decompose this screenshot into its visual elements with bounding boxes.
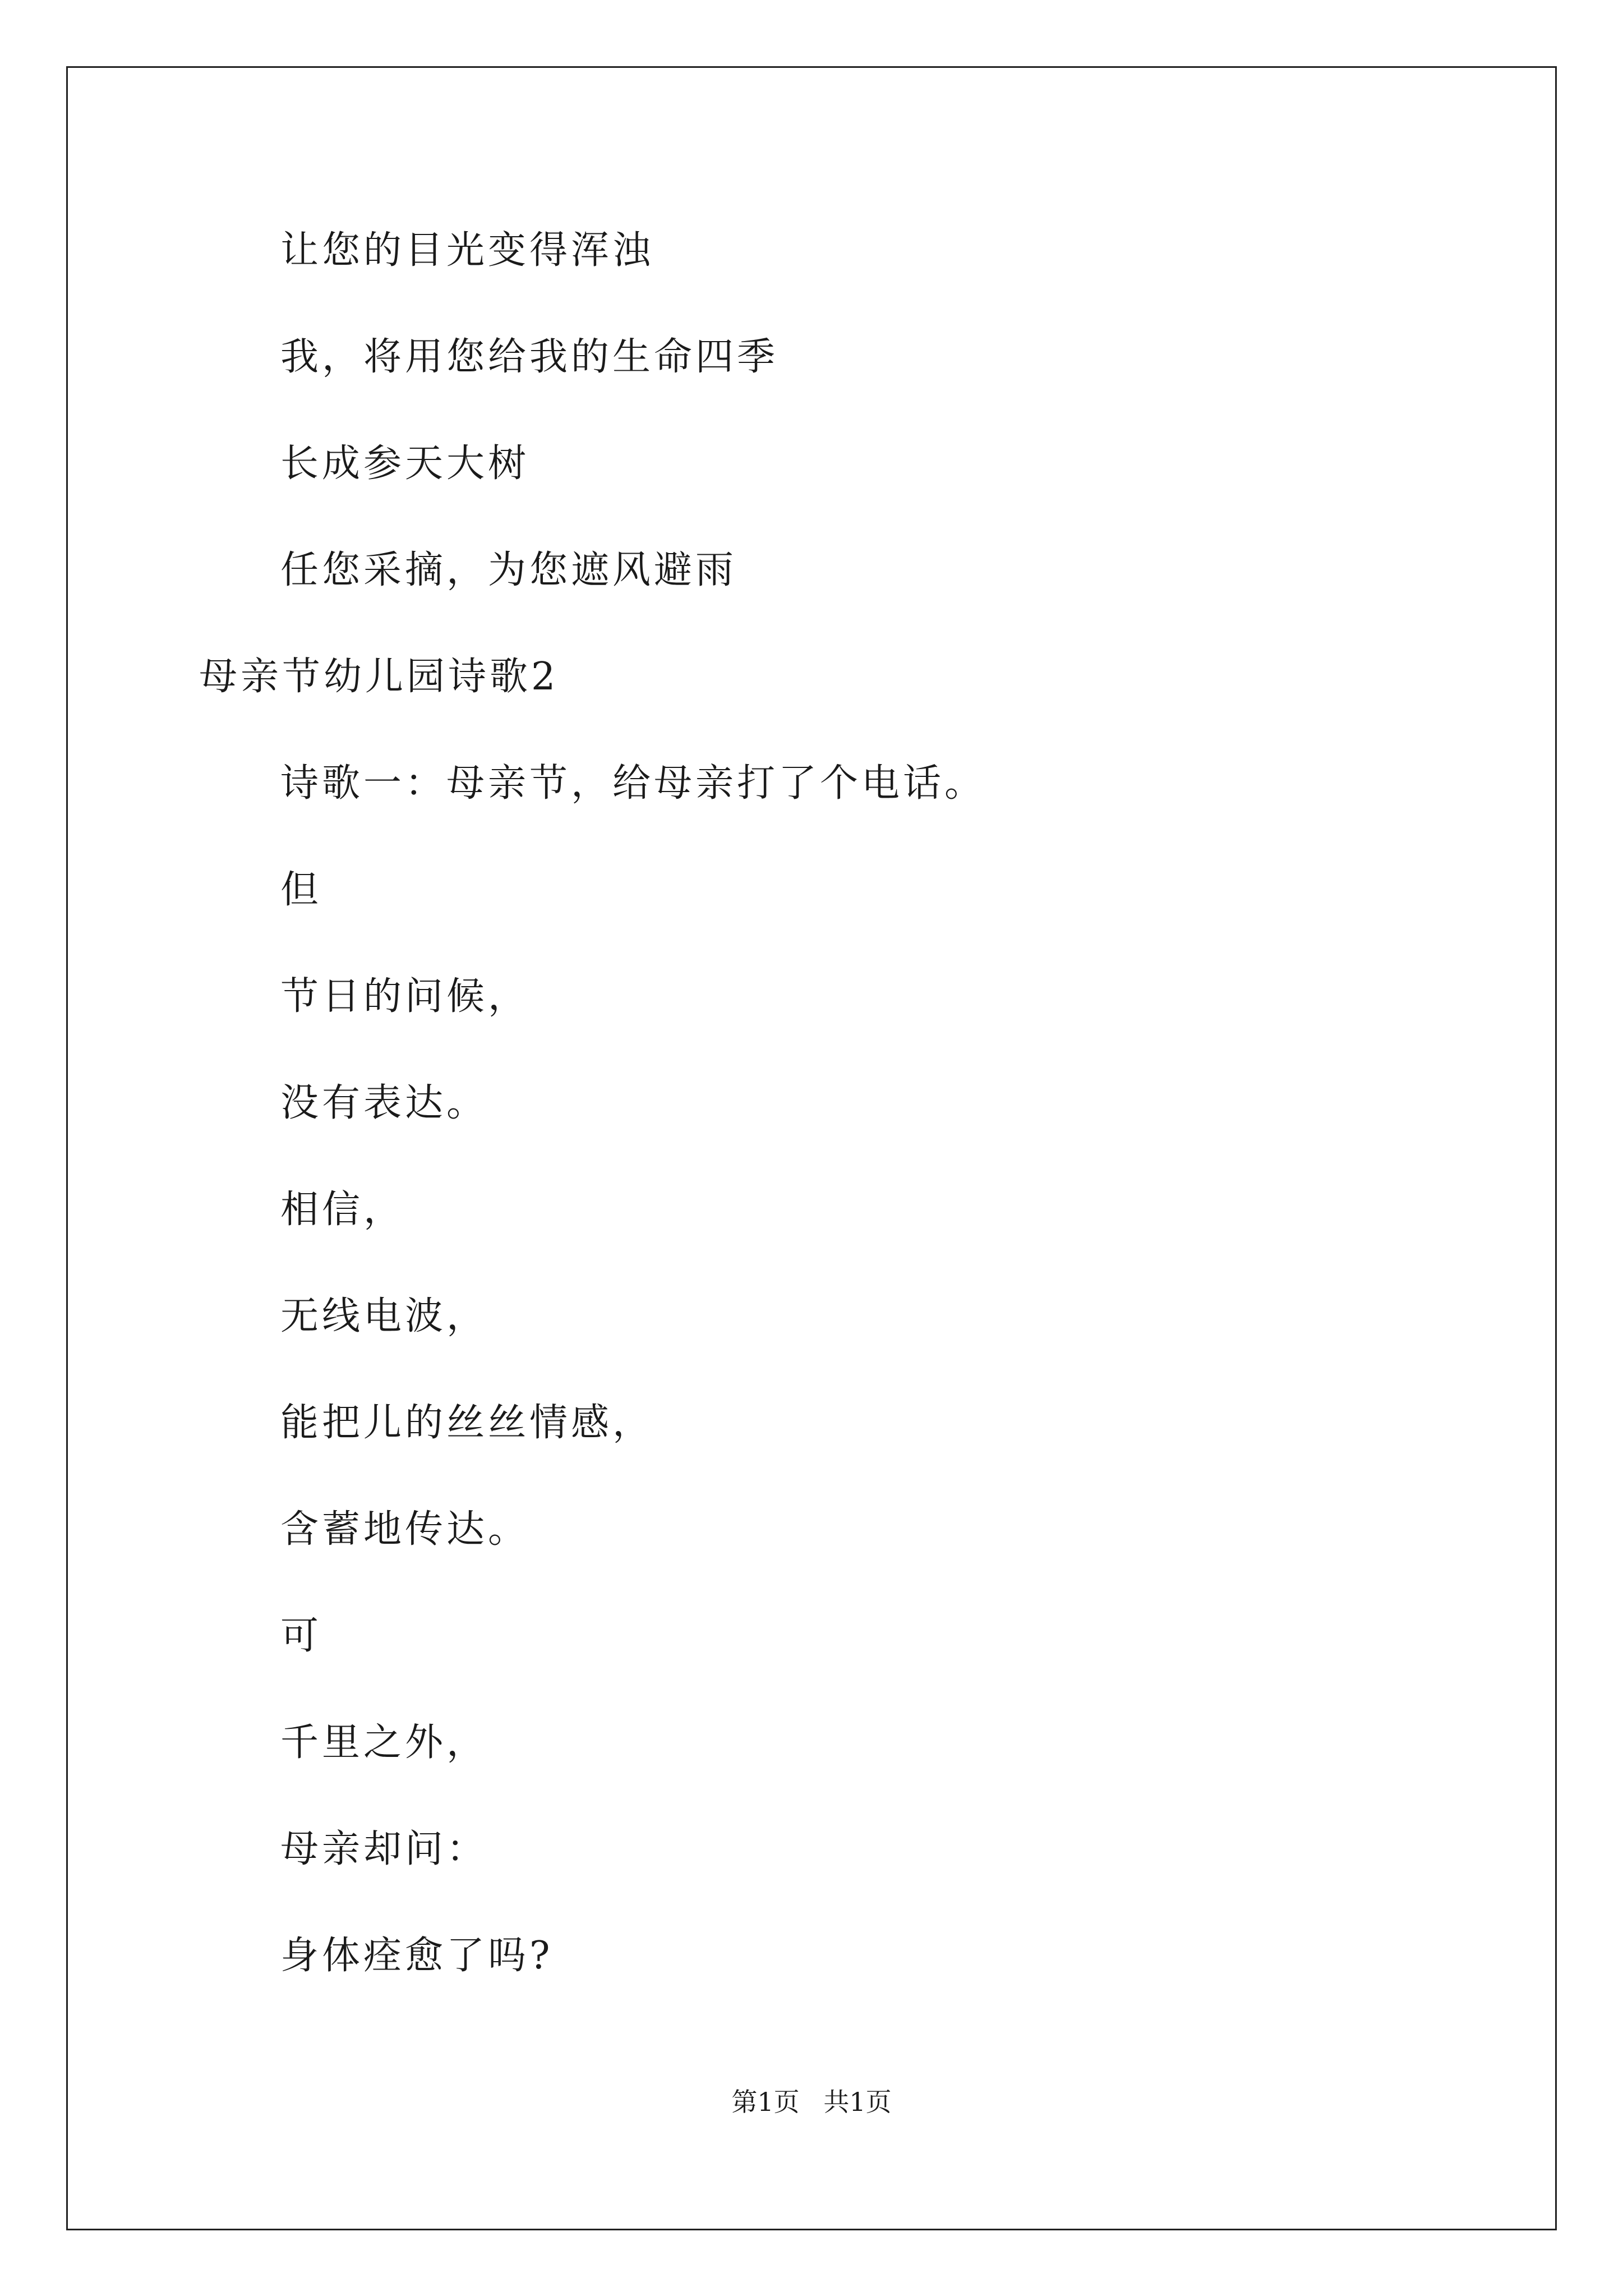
- page-number: 第1页: [731, 2087, 800, 2117]
- section-heading: 母亲节幼儿园诗歌2: [199, 655, 559, 699]
- text-line: 长成参天大树: [280, 441, 530, 486]
- poem-line: 身体痊愈了吗?: [280, 1934, 554, 1978]
- poem-line: 无线电波，: [280, 1294, 488, 1338]
- poem-line: 母亲却问：: [280, 1827, 488, 1871]
- poem-line: 能把儿的丝丝情感，: [280, 1401, 654, 1445]
- poem-line: 千里之外，: [280, 1720, 488, 1765]
- text-line: 任您采摘，为您遮风避雨: [280, 548, 737, 592]
- poem-line: 相信，: [280, 1188, 405, 1232]
- page-border: [66, 66, 1557, 2230]
- poem-line: 诗歌一：母亲节，给母亲打了个电话。: [280, 761, 986, 806]
- text-line: 我，将用您给我的生命四季: [280, 335, 779, 379]
- text-line: 让您的目光变得浑浊: [280, 228, 654, 273]
- page-footer: [0, 2085, 1623, 2119]
- poem-line: 没有表达。: [280, 1081, 488, 1125]
- page-total: 共1页: [823, 2087, 892, 2117]
- poem-line: 节日的问候，: [280, 974, 530, 1019]
- poem-line: 但: [280, 868, 322, 912]
- poem-line: 含蓄地传达。: [280, 1507, 530, 1552]
- poem-line: 可: [280, 1614, 322, 1658]
